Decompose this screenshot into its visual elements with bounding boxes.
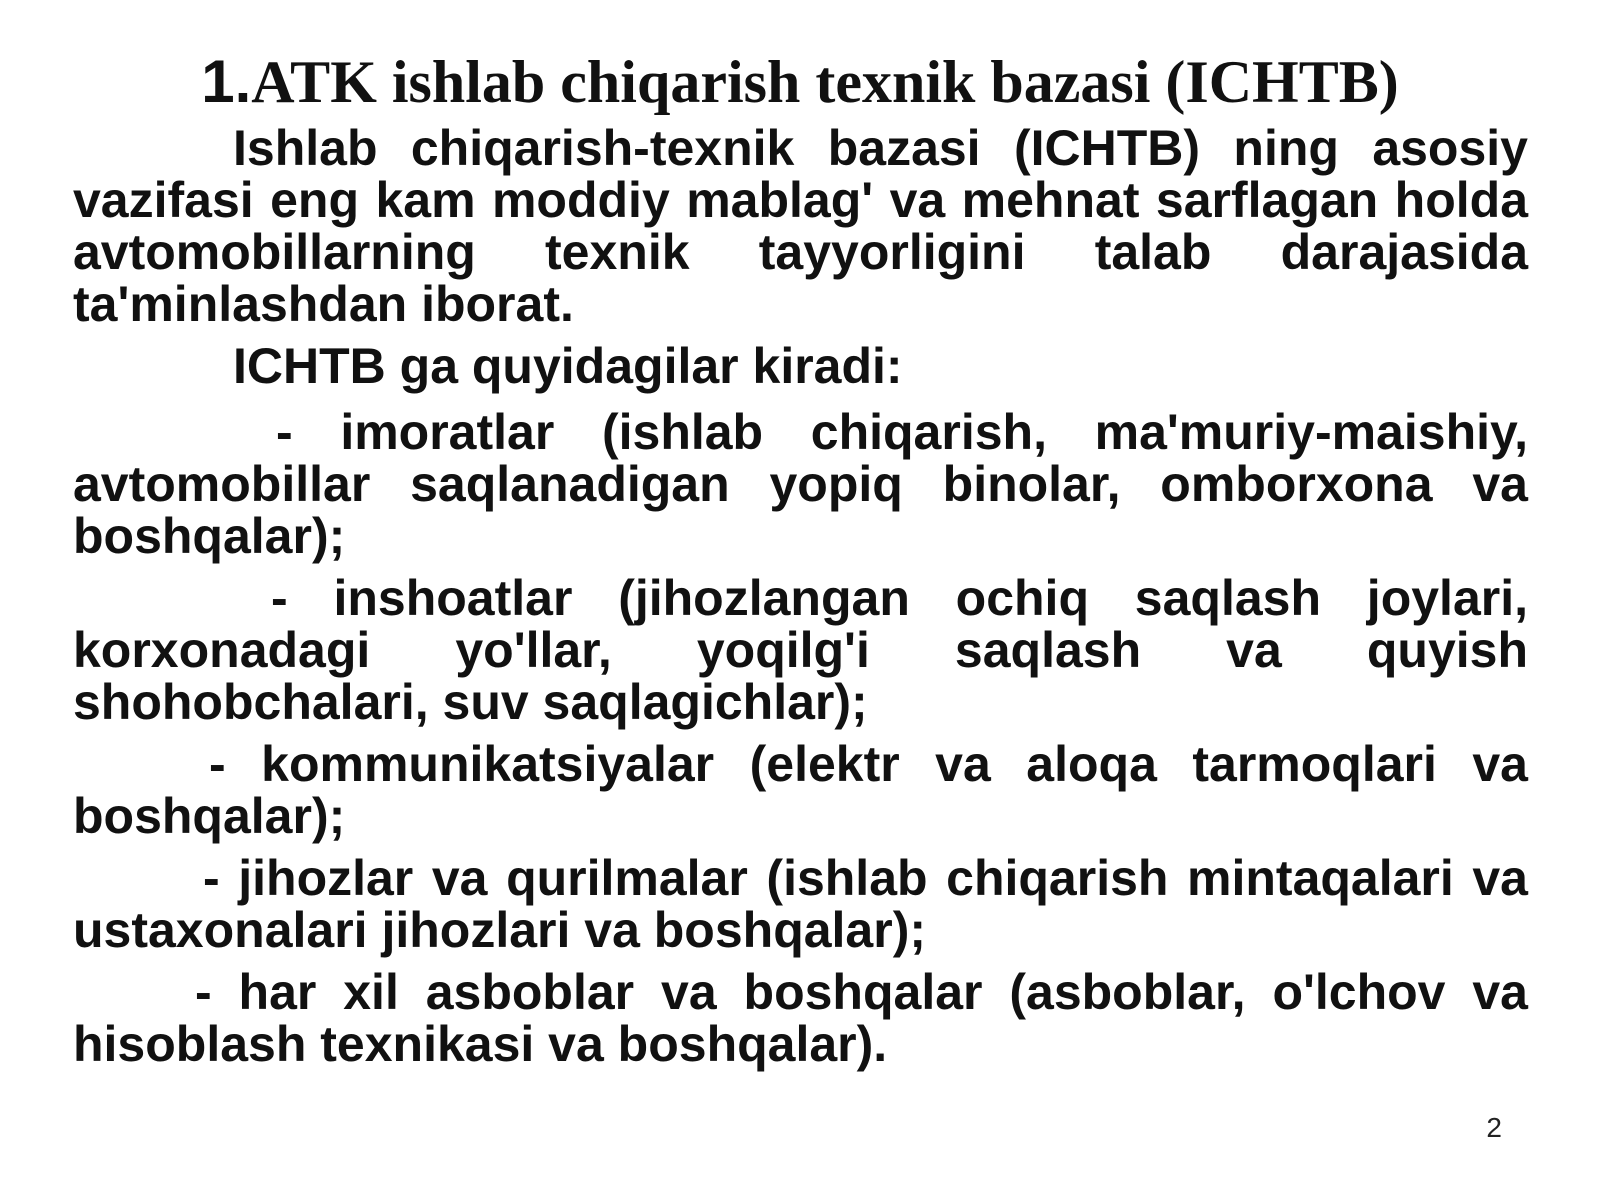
list-item-equipment: - jihozlar va qurilmalar (ishlab chiqarish mintaqalari va ustaxonalari jihozlari va boshqalar);	[73, 850, 1528, 958]
list-item-communications: - kommunikatsiyalar (elektr va aloqa tarmoqlari va boshqalar);	[73, 736, 1528, 844]
list-item-tools: - har xil asboblar va boshqalar (asboblar, o'lchov va hisoblash texnikasi va boshqalar).	[73, 964, 1528, 1072]
title-text: ATK ishlab chiqarish texnik bazasi (ICHTB)	[251, 49, 1399, 115]
page-number: 2	[1486, 1112, 1502, 1143]
list-lead: ICHTB ga quyidagilar kiradi:	[233, 338, 903, 394]
list-item-structures: - inshoatlar (jihozlangan ochiq saqlash joylari, korxonadagi yo'llar, yoqilg'i saqlash va quyish shohobchalari, suv saqlagichlar);	[73, 570, 1528, 730]
slide-body	[73, 122, 1528, 1080]
title-number: 1.	[201, 48, 252, 115]
list-item-buildings: - imoratlar (ishlab chiqarish, ma'muriy-maishiy, avtomobillar saqlanadigan yopiq binolar, omborxona va boshqalar);	[73, 404, 1528, 564]
intro-paragraph: Ishlab chiqarish-texnik bazasi (ICHTB) ning asosiy vazifasi eng kam moddiy mablag' va mehnat sarflagan holda avtomobillarning texnik tayyorligini talab darajasida ta'minlashdan iborat.	[73, 120, 1528, 332]
slide-title	[0, 45, 1600, 119]
